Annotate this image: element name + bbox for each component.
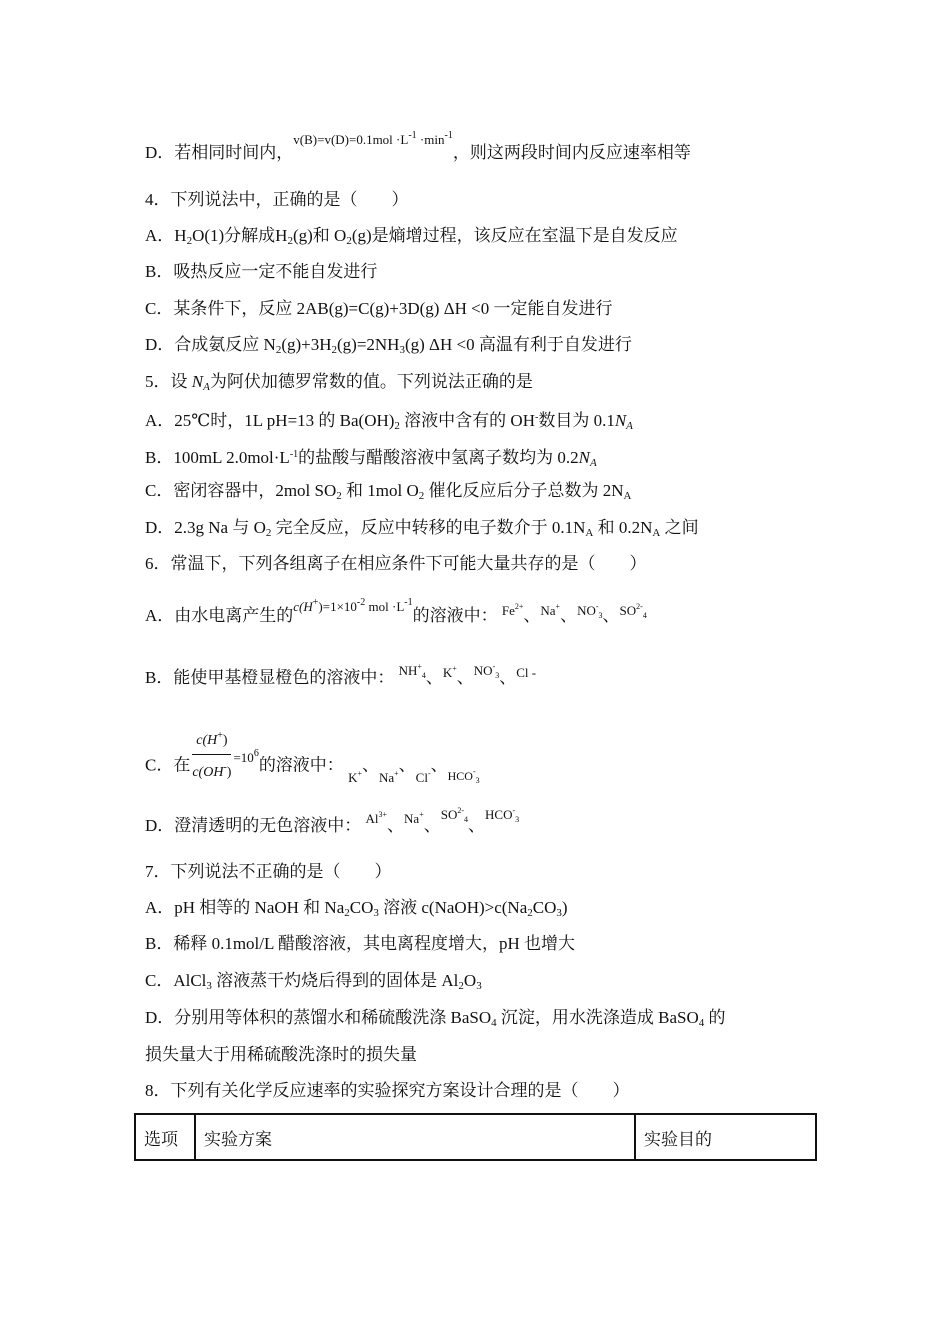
q6-option-a: A．由水电离产生的$^{c(H^+)=1\times 10^{-2} mol \cdot L^{-1}}$的溶液中： $Fe^{2+}$、Na+、$NO^-_3$、$SO^{2-}_4$ [145, 597, 647, 625]
q3d-formula: v(B)=v(D)=0.1mol ·L-1 ·min-1 [293, 130, 453, 147]
ion: $NO^-_3$ [577, 602, 603, 620]
q4-stem: 4．下列说法中，正确的是（ ） [145, 190, 409, 209]
ion: K+ [442, 664, 457, 680]
q5-option-d: D．2.3g Na 与 $O_2$ 完全反应，反应中转移的电子数介于 $0.1N_A$ 和 $0.2N_A$ 之间 [145, 518, 699, 539]
ion: Na+ [404, 810, 424, 826]
table-header-plan: 实验方案 [195, 1114, 635, 1160]
q4-option-d: D．合成氨反应 $N_2(g)+3H_2(g)=2NH_3(g)$ ΔH <0 高温有利于自发进行 [145, 335, 632, 356]
q7-option-c: C．AlCl$_3$ 溶液蒸干灼烧后得到的固体是 $Al_2O_3$ [145, 971, 482, 992]
q7-option-a: A．pH 相等的 NaOH 和 $Na_2CO_3$ 溶液 $c(NaOH)>c(Na_2CO_3)$ [145, 898, 568, 919]
ion: $SO^{2-}_4$ [440, 806, 469, 824]
ion: Cl - [516, 665, 537, 680]
q3d-suffix: ，则这两段时间内反应速率相等 [452, 143, 691, 162]
q5-option-c: C．密闭容器中，2mol $SO_2$ 和 1mol $O_2$ 催化反应后分子总数为 $2N_A$ [145, 481, 632, 502]
q7-stem: 7．下列说法不正确的是（ ） [145, 862, 392, 881]
ion: $Al^{3+}$ [365, 810, 388, 826]
ion: $NO^-_3$ [473, 662, 500, 680]
ion: K+ [348, 769, 362, 786]
ion: $Fe^{2+}$ [501, 602, 524, 618]
q6-option-c: C．在 $\frac{c(H^+)}{c(OH^-)}$ $^{=10^6}$的溶液中： K+、Na+、Cl-、$HCO^-_3$ [145, 737, 480, 796]
q5-stem: 5．设 $N_A$为阿伏加德罗常数的值。下列说法正确的是 [145, 372, 533, 393]
ion: Cl- [415, 769, 431, 786]
q4-option-a: A．$H_2O(1)$分解成$H_2(g)$和 $O_2(g)$是熵增过程，该反应在室温下是自发反应 [145, 226, 678, 247]
q5-option-a: A．25℃时，1L pH=13 的 $Ba(OH)_2$ 溶液中含有的 OH-数目为 $0.1N_A$ [145, 411, 633, 432]
table-row [135, 1114, 816, 1160]
q7-option-d-line2: 损失量大于用稀硫酸洗涤时的损失量 [145, 1045, 417, 1064]
ion: Na+ [540, 602, 561, 618]
q5-option-b: B．100mL $2.0mol\cdot L^{-1}$的盐酸与醋酸溶液中氢离子数均为 $0.2N_A$ [145, 448, 597, 469]
q6-stem: 6．常温下，下列各组离子在相应条件下可能大量共存的是（ ） [145, 554, 647, 573]
table-header-option: 选项 [135, 1114, 195, 1160]
ion: $SO^{2-}_4$ [619, 602, 647, 620]
q4-option-c: C．某条件下，反应 2AB(g)=C(g)+3D(g) ΔH <0 一定能自发进行 [145, 299, 613, 318]
ion: $HCO^-_3$ [447, 767, 480, 786]
q6a-formula: c(H+)=1×10-2 mol ·L-1 [293, 597, 413, 614]
q6-option-d: D．澄清透明的无色溶液中： $Al^{3+}$、Na+、$SO^{2-}_4$、$HCO^-_3$ [145, 812, 519, 843]
ion: $HCO^-_3$ [485, 806, 520, 824]
q3d-prefix: D．若相同时间内， [145, 143, 294, 162]
q6-option-b: B．能使甲基橙显橙色的溶液中： $NH^+_4$、K+、$NO^-_3$、Cl - [145, 664, 536, 695]
q6c-fraction: $\frac{c(H^+)}{c(OH^-)}$ [192, 725, 231, 784]
q4-option-b: B．吸热反应一定不能自发进行 [145, 262, 378, 281]
ion: Na+ [378, 769, 399, 786]
q8-options-table [134, 1113, 817, 1161]
ion: $NH^+_4$ [398, 662, 426, 680]
table-header-purpose: 实验目的 [635, 1114, 816, 1160]
q7-option-d: D．分别用等体积的蒸馏水和稀硫酸洗涤 BaSO$_4$ 沉淀，用水洗涤造成 BaSO$_4$ 的 [145, 1008, 726, 1029]
q7-option-b: B．稀释 0.1mol/L 醋酸溶液，其电离程度增大，pH 也增大 [145, 934, 576, 953]
q8-stem: 8．下列有关化学反应速率的实验探究方案设计合理的是（ ） [145, 1081, 630, 1100]
